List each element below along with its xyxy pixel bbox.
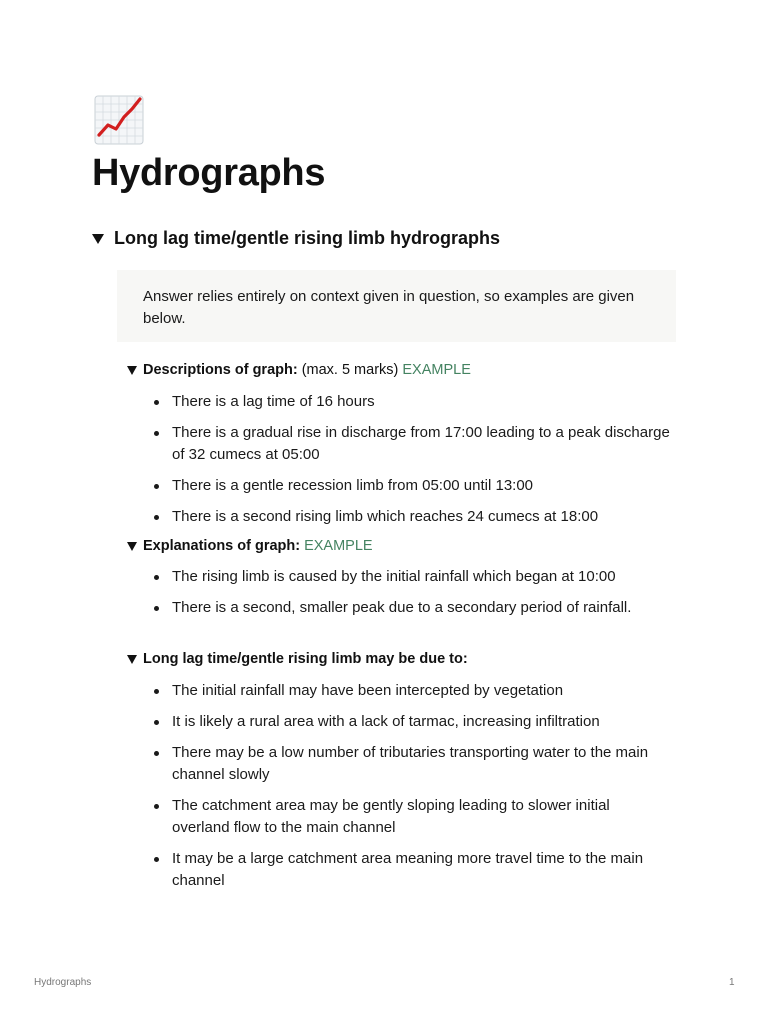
section-heading: Descriptions of graph: bbox=[143, 362, 298, 378]
section-heading: Long lag time/gentle rising limb may be due to: bbox=[143, 651, 468, 667]
toggle-triangle-icon[interactable] bbox=[127, 542, 137, 551]
section-note: (max. 5 marks) bbox=[301, 362, 399, 378]
example-tag: EXAMPLE bbox=[402, 362, 471, 378]
page-title: Hydrographs bbox=[92, 152, 326, 194]
example-tag: EXAMPLE bbox=[304, 538, 373, 554]
list-item: The catchment area may be gently sloping leading to slower initial overland flow to the main channel bbox=[150, 795, 670, 839]
list-item: There may be a low number of tributaries transporting water to the main channel slowly bbox=[150, 742, 670, 786]
list-item: There is a second, smaller peak due to a secondary period of rainfall. bbox=[150, 597, 670, 619]
list-item: There is a gradual rise in discharge from 17:00 leading to a peak discharge of 32 cumecs at 05:00 bbox=[150, 422, 670, 466]
section-heading: Explanations of graph: bbox=[143, 538, 301, 554]
causes-list bbox=[150, 680, 670, 901]
chart-increasing-icon bbox=[94, 95, 144, 145]
toggle-heading-text: Long lag time/gentle rising limb hydrographs bbox=[114, 228, 501, 248]
toggle-triangle-icon[interactable] bbox=[127, 655, 137, 664]
list-item: There is a lag time of 16 hours bbox=[150, 391, 670, 413]
footer-title: Hydrographs bbox=[34, 977, 92, 988]
list-item: It may be a large catchment area meaning more travel time to the main channel bbox=[150, 848, 670, 892]
list-item: It is likely a rural area with a lack of tarmac, increasing infiltration bbox=[150, 711, 670, 733]
toggle-long-lag-causes[interactable] bbox=[127, 651, 468, 667]
toggle-descriptions-of-graph[interactable] bbox=[127, 362, 471, 378]
list-item: There is a gentle recession limb from 05:00 until 13:00 bbox=[150, 475, 670, 497]
toggle-heading-long-lag[interactable] bbox=[92, 228, 500, 249]
toggle-explanations-of-graph[interactable] bbox=[127, 538, 373, 554]
list-item: The rising limb is caused by the initial rainfall which began at 10:00 bbox=[150, 566, 670, 588]
list-item: The initial rainfall may have been intercepted by vegetation bbox=[150, 680, 670, 702]
explanations-list bbox=[150, 566, 670, 628]
list-item: There is a second rising limb which reaches 24 cumecs at 18:00 bbox=[150, 506, 670, 528]
callout-box bbox=[117, 270, 676, 342]
footer-page-number: 1 bbox=[729, 977, 735, 988]
descriptions-list bbox=[150, 391, 670, 537]
callout-text: Answer relies entirely on context given in question, so examples are given below. bbox=[143, 288, 635, 327]
toggle-triangle-icon[interactable] bbox=[127, 366, 137, 375]
toggle-triangle-icon[interactable] bbox=[92, 234, 104, 244]
